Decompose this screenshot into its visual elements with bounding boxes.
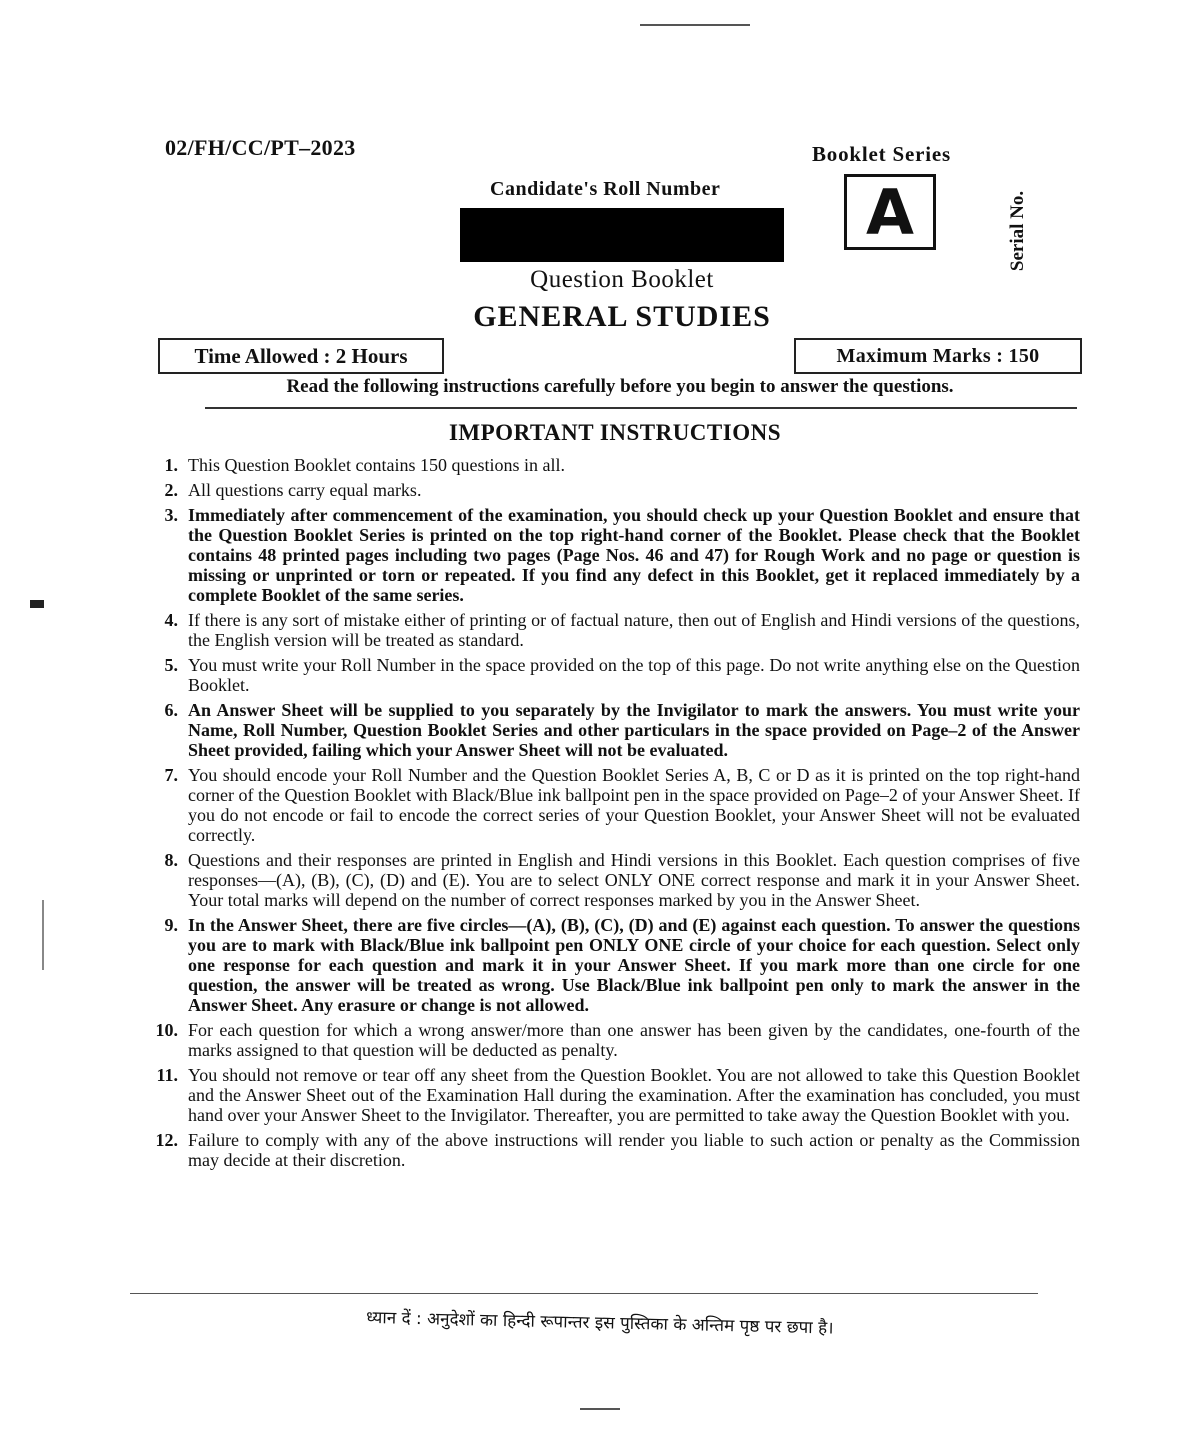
paper-code: 02/FH/CC/PT–2023 — [165, 135, 356, 160]
instruction-item — [130, 655, 1080, 695]
instruction-item — [130, 1130, 1080, 1170]
divider-bottom — [130, 1293, 1038, 1294]
instruction-text: Immediately after commencement of the examination, you should check up your Question Booklet and ensure that the Question Booklet Series is printed on the top right-hand corner of the Booklet. Please check that the Booklet contains 48 printed pages including two pages (Page Nos. 46 and 47) for Rough Work and no page or question is missing or unprinted or torn or repeated. If you find any defect in this Booklet, get it replaced immediately by a complete Booklet of the same series. — [188, 505, 1080, 605]
instructions-title: IMPORTANT INSTRUCTIONS — [448, 420, 782, 445]
scan-artifact-top — [640, 24, 750, 26]
booklet-type: Question Booklet — [530, 266, 714, 293]
instruction-text: This Question Booklet contains 150 questions in all. — [188, 455, 565, 475]
subject-title: GENERAL STUDIES — [473, 300, 771, 333]
instruction-number: 6. — [164, 700, 178, 720]
instruction-item — [130, 700, 1080, 760]
instruction-number: 11. — [156, 1065, 178, 1085]
instruction-text: In the Answer Sheet, there are five circles—(A), (B), (C), (D) and (E) against each question. To answer the questions you are to mark with Black/Blue ink ballpoint pen ONLY ONE circle of your choice for each question. Select only one response for each question and mark it in your Answer Sheet. If you mark more than one circle for one question, the answer will be treated as wrong. Use Black/Blue ink ballpoint pen only to mark the answer in the Answer Sheet. Any erasure or change is not allowed. — [188, 915, 1080, 1015]
instruction-text: An Answer Sheet will be supplied to you separately by the Invigilator to mark the answers. You must write your Name, Roll Number, Question Booklet Series and other particulars in the space provided on Page–2 of the Answer Sheet provided, failing which your Answer Sheet will not be evaluated. — [188, 700, 1080, 760]
booklet-series-box — [844, 174, 936, 250]
instruction-number: 1. — [164, 455, 178, 475]
instruction-item — [130, 455, 1080, 475]
time-allowed-box — [158, 338, 444, 374]
instruction-text: All questions carry equal marks. — [188, 480, 422, 500]
instruction-number: 3. — [164, 505, 178, 525]
instruction-text: For each question for which a wrong answer/more than one answer has been given by the candidates, one-fourth of the marks assigned to that question will be deducted as penalty. — [188, 1020, 1080, 1060]
maximum-marks-text: Maximum Marks : 150 — [836, 344, 1040, 367]
instruction-item — [130, 505, 1080, 605]
roll-number-redacted-box — [460, 208, 784, 262]
instruction-item — [130, 915, 1080, 1015]
time-allowed-text: Time Allowed : 2 Hours — [194, 343, 408, 368]
instructions-list — [130, 455, 1080, 1175]
instruction-number: 7. — [164, 765, 178, 785]
instruction-item — [130, 480, 1080, 500]
instruction-item — [130, 610, 1080, 650]
instruction-text: If there is any sort of mistake either of printing or of factual nature, then out of English and Hindi versions of the questions, the English version will be treated as standard. — [188, 610, 1080, 650]
roll-number-label: Candidate's Roll Number — [490, 178, 721, 200]
instruction-text: Questions and their responses are printed in English and Hindi versions in this Booklet. Each question comprises of five responses—(A), (B), (C), (D) and (E). You are to select ONLY ONE correct response and mark it in your Answer Sheet. Your total marks will depend on the number of correct responses marked by you in the Answer Sheet. — [188, 850, 1080, 910]
booklet-series-value: A — [866, 175, 914, 249]
instruction-text: Failure to comply with any of the above instructions will render you liable to such action or penalty as the Commission may decide at their discretion. — [188, 1130, 1080, 1170]
instruction-number: 9. — [164, 915, 178, 935]
instruction-text: You should not remove or tear off any sheet from the Question Booklet. You are not allowed to take this Question Booklet and the Answer Sheet out of the Examination Hall during the examination. After the examination has concluded, you must hand over your Answer Sheet to the Invigilator. Thereafter, you are permitted to take away the Question Booklet with you. — [188, 1065, 1080, 1125]
instruction-item — [130, 1020, 1080, 1060]
instruction-item — [130, 765, 1080, 845]
divider-top — [205, 407, 1077, 409]
scan-artifact-left-mark — [30, 600, 44, 608]
maximum-marks-box — [794, 338, 1082, 374]
scan-artifact-left-line — [42, 900, 44, 970]
instruction-text: You should encode your Roll Number and the Question Booklet Series A, B, C or D as it is printed on the top right-hand corner of the Question Booklet with Black/Blue ink ballpoint pen in the space provided on Page–2 of your Answer Sheet. If you do not encode or fail to encode the correct series of your Question Booklet, your Answer Sheet will not be evaluated correctly. — [188, 765, 1080, 845]
serial-number-label: Serial No. — [1007, 190, 1029, 272]
instruction-number: 8. — [164, 850, 178, 870]
instruction-number: 2. — [164, 480, 178, 500]
instruction-item — [130, 1065, 1080, 1125]
hindi-footer-note: ध्यान दें : अनुदेशों का हिन्दी रूपान्तर इस पुस्तिका के अन्तिम पृष्ठ पर छपा है। — [365, 1307, 834, 1339]
instruction-number: 12. — [155, 1130, 178, 1150]
booklet-series-label: Booklet Series — [812, 142, 951, 166]
scan-artifact-bottom — [580, 1408, 620, 1410]
instruction-number: 5. — [164, 655, 178, 675]
read-instructions-line: Read the following instructions carefully before you begin to answer the questions. — [286, 376, 954, 397]
instruction-number: 10. — [155, 1020, 178, 1040]
instruction-item — [130, 850, 1080, 910]
instruction-number: 4. — [164, 610, 178, 630]
instruction-text: You must write your Roll Number in the space provided on the top of this page. Do not write anything else on the Question Booklet. — [188, 655, 1080, 695]
